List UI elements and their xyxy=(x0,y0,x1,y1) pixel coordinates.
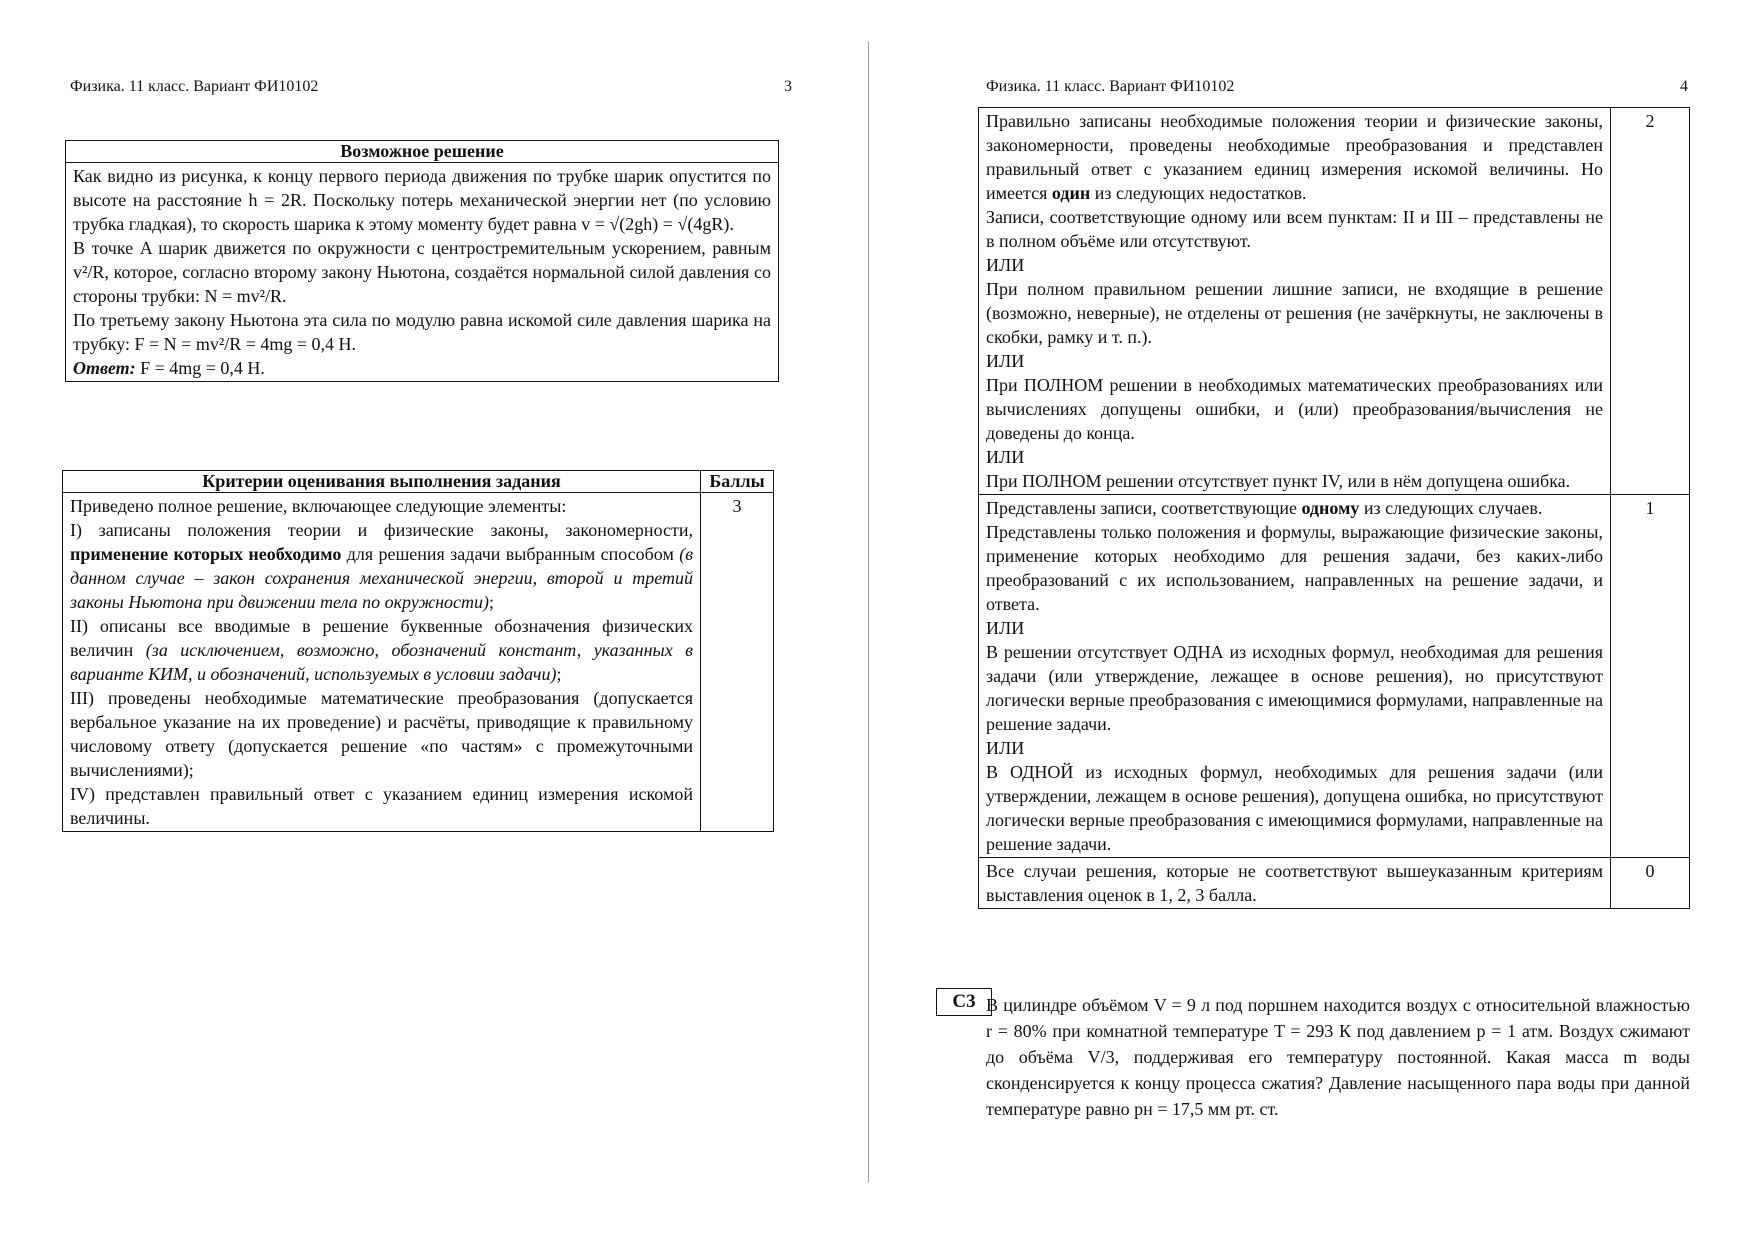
row-1-case-2: В решении отсутствует ОДНА из исходных формул, необходимая для решения задачи (или утверждение, лежащее в основе решения), но присутствуют логически верные преобразования с имеющимися формулами, направленные на решение задачи. xyxy=(986,642,1603,734)
row-2-case-3: При ПОЛНОМ решении в необходимых математических преобразованиях или вычислениях допущены ошибки, и (или) преобразования/вычисления не доведены до конца. xyxy=(986,375,1603,443)
criteria-row-2 xyxy=(979,108,1611,495)
left-page xyxy=(60,0,792,1239)
solution-table xyxy=(65,140,779,382)
criteria-row-3 xyxy=(63,493,701,832)
row-2-intro xyxy=(986,109,1603,205)
row-0-text: Все случаи решения, которые не соответствуют вышеуказанным критериям выставления оценок в 1, 2, 3 балла. xyxy=(986,861,1603,905)
criteria-row-0 xyxy=(979,858,1611,909)
item-1-note: (в данном случае – закон сохранения механической энергии, второй и третий законы Ньютона при движении тела по окружности) xyxy=(70,544,694,612)
left-header-page-number: 3 xyxy=(784,78,792,95)
criteria-header: Критерии оценивания выполнения задания xyxy=(63,471,701,493)
row-2-or-1: ИЛИ xyxy=(986,255,1025,275)
right-header-title: Физика. 11 класс. Вариант ФИ10102 xyxy=(986,78,1235,95)
answer-label: Ответ: xyxy=(73,358,136,378)
item-1-text: I) записаны положения теории и физические законы, закономерности, xyxy=(70,520,693,540)
row-2-intro-c: из следующих недостатков. xyxy=(1094,183,1307,203)
row-2-or-2: ИЛИ xyxy=(986,351,1025,371)
item-2-text: II) описаны все вводимые в решение буквенные обозначения физических величин xyxy=(70,616,693,660)
solution-answer xyxy=(73,356,771,380)
task-c3-text: В цилиндре объёмом V = 9 л под поршнем находится воздух с относительной влажностью r = 80% при комнатной температуре T = 293 К под давлением p = 1 атм. Воздух сжимают до объёма V/3, поддерживая его температуру постоянной. Какая масса m воды сконденсируется к концу процесса сжатия? Давление насыщенного пара воды при данной температуре равно pн = 17,5 мм рт. ст. xyxy=(986,995,1690,1119)
task-c3-label: C3 xyxy=(936,988,992,1016)
solution-body xyxy=(66,163,779,382)
row-2-intro-a: Правильно записаны необходимые положения теории и физические законы, закономерности, проведены необходимые преобразования и представлен правильный ответ с указанием единиц измерения искомой величины. Но имеется xyxy=(986,111,1603,203)
item-2-end: ; xyxy=(556,664,562,684)
row-1-case-3: В ОДНОЙ из исходных формул, необходимых для решения задачи (или утверждении, лежащем в основе решения), допущена ошибка, но присутствуют логически верные преобразования с имеющимися формулами, направленные на решение задачи. xyxy=(986,762,1603,854)
row-2-or-3: ИЛИ xyxy=(986,447,1025,467)
row-2-case-4: При ПОЛНОМ решении отсутствует пункт IV, или в нём допущена ошибка. xyxy=(986,471,1571,491)
item-2-note: (за исключением, возможно, обозначений констант, указанных в варианте КИМ, и обозначений, используемых в условии задачи) xyxy=(70,640,693,684)
answer-value: F = 4mg = 0,4 Н. xyxy=(140,358,265,378)
row-1-or-1: ИЛИ xyxy=(986,618,1025,638)
score-1: 1 xyxy=(1611,495,1690,858)
solution-paragraph-1: Как видно из рисунка, к концу первого периода движения по трубке шарик опустится по высоте на расстояние h = 2R. Поскольку потерь механической энергии нет (по условию трубка гладкая), то скорость шарика к этому моменту будет равна v = √(2gh) = √(4gR). xyxy=(73,166,771,234)
page-divider xyxy=(868,42,869,1182)
row-1-intro-a: Представлены записи, соответствующие xyxy=(986,498,1297,518)
criteria-item-1 xyxy=(70,518,693,614)
score-0: 0 xyxy=(1611,858,1690,909)
score-3: 3 xyxy=(701,493,774,832)
solution-title: Возможное решение xyxy=(66,141,779,163)
row-2-case-1: Записи, соответствующие одному или всем пунктам: II и III – представлены не в полном объёме или отсутствуют. xyxy=(986,207,1603,251)
right-header-page-number: 4 xyxy=(1680,78,1688,95)
criteria-table xyxy=(62,470,774,832)
item-1-text-2: для решения задачи выбранным способом xyxy=(346,544,674,564)
row-1-case-1: Представлены только положения и формулы, выражающие физические законы, применение которых необходимо для решения задачи, без каких-либо преобразований с их использованием, направленных на решение задачи, и ответа. xyxy=(986,522,1603,614)
left-header-title: Физика. 11 класс. Вариант ФИ10102 xyxy=(70,78,319,95)
row-2-intro-bold: один xyxy=(1051,183,1091,203)
row-1-intro-c: из следующих случаев. xyxy=(1363,498,1543,518)
item-1-bold: применение которых необходимо xyxy=(70,544,342,564)
criteria-continued-table xyxy=(978,107,1690,909)
row-1-intro xyxy=(986,496,1603,520)
score-header: Баллы xyxy=(701,471,774,493)
criteria-item-3: III) проведены необходимые математические преобразования (допускается вербальное указание на их проведение) и расчёты, приводящие к правильному числовому ответу (допускается решение «по частям» с промежуточными вычислениями); xyxy=(70,688,693,780)
row-2-case-2: При полном правильном решении лишние записи, не входящие в решение (возможно, неверные), не отделены от решения (не зачёркнуты, не заключены в скобки, рамку и т. п.). xyxy=(986,279,1603,347)
item-1-end: ; xyxy=(489,592,495,612)
row-1-intro-bold: одному xyxy=(1301,498,1360,518)
score-2: 2 xyxy=(1611,108,1690,495)
solution-paragraph-2: В точке A шарик движется по окружности с центростремительным ускорением, равным v²/R, которое, согласно второму закону Ньютона, создаётся нормальной силой давления со стороны трубки: N = mv²/R. xyxy=(73,238,771,306)
solution-paragraph-3: По третьему закону Ньютона эта сила по модулю равна искомой силе давления шарика на трубку: F = N = mv²/R = 4mg = 0,4 Н. xyxy=(73,310,771,354)
criteria-item-4: IV) представлен правильный ответ с указанием единиц измерения искомой величины. xyxy=(70,784,693,828)
row-1-or-2: ИЛИ xyxy=(986,738,1025,758)
criteria-row-1 xyxy=(979,495,1611,858)
criteria-intro: Приведено полное решение, включающее следующие элементы: xyxy=(70,496,567,516)
criteria-item-2 xyxy=(70,614,693,686)
